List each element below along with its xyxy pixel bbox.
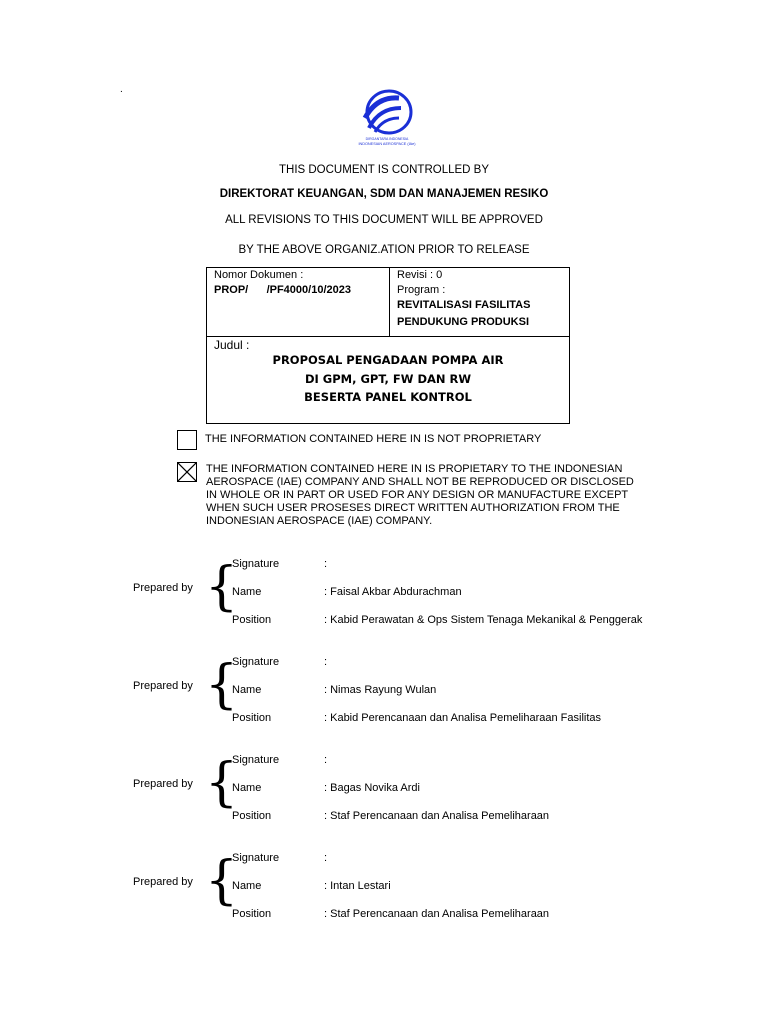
- prepared-by-label: Prepared by: [133, 876, 193, 888]
- judul-label: Judul :: [214, 338, 250, 352]
- proprietary-line-2: AEROSPACE (IAE) COMPANY AND SHALL NOT BE REPRODUCED OR DISCLOSED: [206, 476, 634, 488]
- position-value: : Kabid Perencanaan dan Analisa Pemeliharaan Fasilitas: [324, 712, 602, 724]
- brace-icon: {: [205, 655, 239, 715]
- judul-line-1: PROPOSAL PENGADAAN POMPA AIR: [272, 353, 504, 367]
- prepared-by-label: Prepared by: [133, 680, 193, 692]
- brace-icon: {: [205, 851, 239, 911]
- proprietary-notice: [206, 463, 634, 528]
- position-label: Position: [232, 908, 272, 920]
- proprietary-checkbox[interactable]: [177, 462, 197, 482]
- nomor-value: PROP/ /PF4000/10/2023: [214, 284, 351, 296]
- nomor-label: Nomor Dokumen :: [214, 269, 304, 281]
- brace-icon: {: [205, 557, 239, 617]
- brace-icon: {: [205, 753, 239, 813]
- signature-value: :: [324, 852, 328, 864]
- signature-label: Signature: [232, 852, 280, 864]
- name-label: Name: [232, 880, 262, 892]
- name-value: : Faisal Akbar Abdurachman: [324, 586, 462, 598]
- program-line-1: REVITALISASI FASILITAS: [397, 299, 531, 311]
- name-value: : Nimas Rayung Wulan: [324, 684, 437, 696]
- signatory-block-4: [0, 851, 768, 921]
- check-x-icon: [178, 463, 196, 481]
- box-divider: [389, 268, 390, 336]
- position-value: : Staf Perencanaan dan Analisa Pemeliharaan: [324, 810, 550, 822]
- signatory-block-3: [0, 753, 768, 823]
- signature-label: Signature: [232, 754, 280, 766]
- prepared-by-label: Prepared by: [133, 582, 193, 594]
- controlled-by-line: THIS DOCUMENT IS CONTROLLED BY: [278, 164, 489, 176]
- position-value: : Staf Perencanaan dan Analisa Pemeliharaan: [324, 908, 550, 920]
- iae-logo-icon: [355, 88, 419, 148]
- signatory-block-2: [0, 655, 768, 725]
- stray-mark: .: [120, 84, 123, 95]
- program-line-2: PENDUKUNG PRODUKSI: [397, 316, 530, 328]
- name-label: Name: [232, 586, 262, 598]
- not-proprietary-checkbox[interactable]: [177, 430, 197, 450]
- position-label: Position: [232, 810, 272, 822]
- position-label: Position: [232, 712, 272, 724]
- signature-value: :: [324, 656, 328, 668]
- proprietary-line-3: IN WHOLE OR IN PART OR USED FOR ANY DESIGN OR MANUFACTURE EXCEPT: [206, 489, 629, 501]
- signature-label: Signature: [232, 656, 280, 668]
- signature-value: :: [324, 558, 328, 570]
- name-value: : Bagas Novika Ardi: [324, 782, 420, 794]
- directorate-line: DIREKTORAT KEUANGAN, SDM DAN MANAJEMEN RESIKO: [219, 188, 549, 200]
- name-label: Name: [232, 782, 262, 794]
- prepared-by-label: Prepared by: [133, 778, 193, 790]
- company-logo: [355, 88, 419, 148]
- logo-text-2: INDONESIAN AEROSPACE (IAe): [358, 142, 416, 146]
- revisi-label: Revisi : 0: [397, 269, 443, 281]
- signature-value: :: [324, 754, 328, 766]
- proprietary-line-4: WHEN SUCH USER PROSESES DIRECT WRITTEN AUTHORIZATION FROM THE: [206, 502, 620, 514]
- judul-line-3: BESERTA PANEL KONTROL: [304, 390, 472, 404]
- signature-label: Signature: [232, 558, 280, 570]
- revisions-line: ALL REVISIONS TO THIS DOCUMENT WILL BE APPROVED: [225, 214, 543, 226]
- approval-line: BY THE ABOVE ORGANIZ.ATION PRIOR TO RELEASE: [238, 244, 530, 256]
- logo-text-1: DIRGANTARA INDONESIA: [365, 137, 409, 141]
- position-label: Position: [232, 614, 272, 626]
- doc-info-box: [206, 267, 570, 337]
- name-value: : Intan Lestari: [324, 880, 391, 892]
- position-value: : Kabid Perawatan & Ops Sistem Tenaga Mekanikal & Penggerak: [324, 614, 643, 626]
- name-label: Name: [232, 684, 262, 696]
- proprietary-line-1: THE INFORMATION CONTAINED HERE IN IS PROPIETARY TO THE INDONESIAN: [206, 463, 623, 475]
- program-label: Program :: [397, 284, 446, 296]
- signatory-block-1: [0, 557, 768, 627]
- judul-box: [206, 336, 570, 424]
- judul-line-2: DI GPM, GPT, FW DAN RW: [304, 372, 472, 386]
- proprietary-line-5: INDONESIAN AEROSPACE (IAE) COMPANY.: [206, 515, 433, 527]
- not-proprietary-text: THE INFORMATION CONTAINED HERE IN IS NOT PROPRIETARY: [205, 433, 542, 445]
